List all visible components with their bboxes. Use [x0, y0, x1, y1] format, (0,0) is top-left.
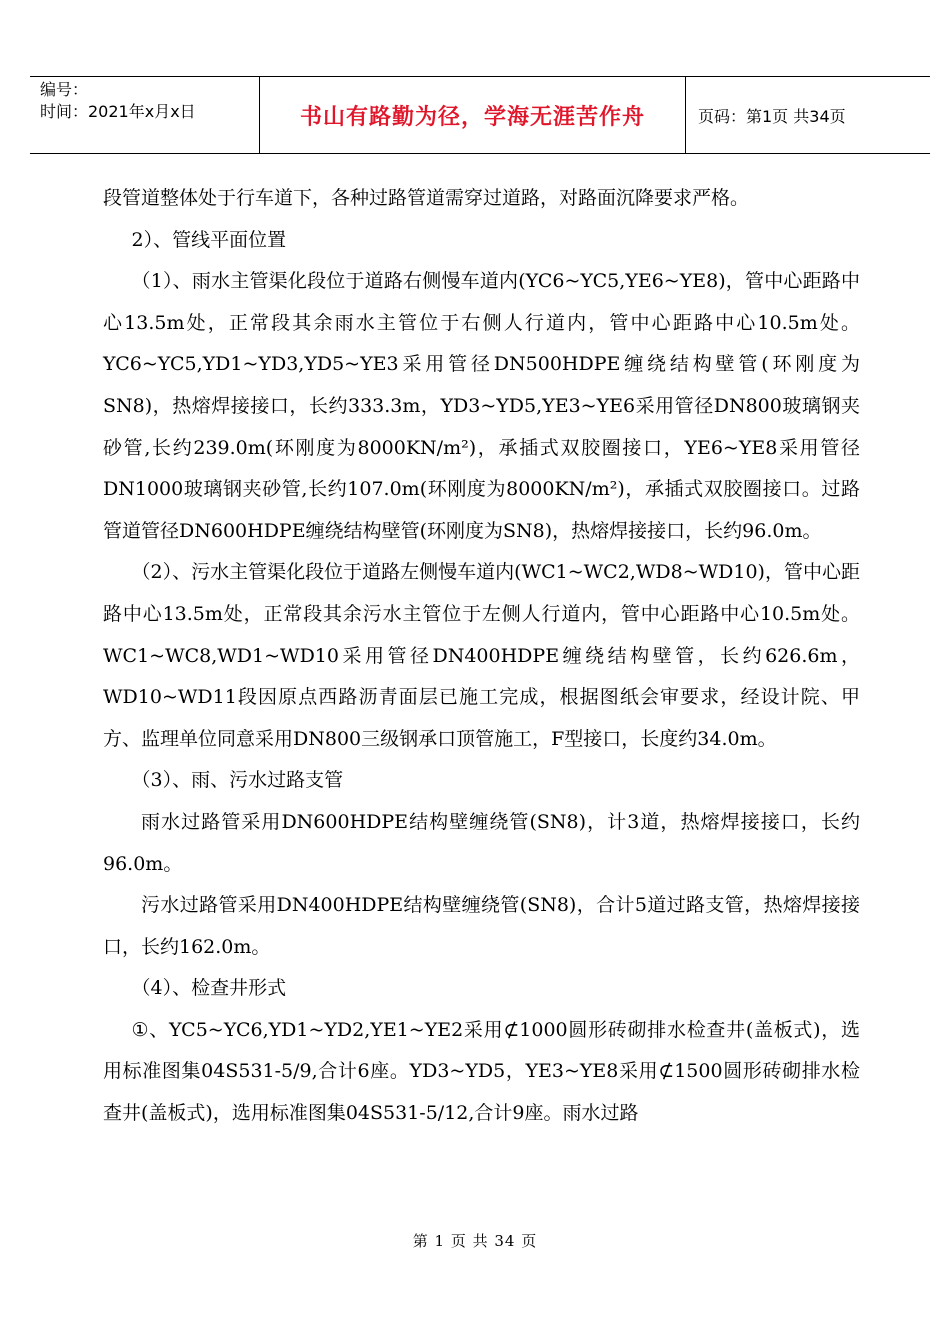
serial-label: 编号：: [40, 80, 89, 99]
time-label: 时间：2021年x月x日: [40, 102, 196, 121]
header-meta: [40, 79, 265, 123]
page-footer: 第 1 页 共 34 页: [412, 1232, 538, 1250]
document-body: [103, 178, 860, 1135]
paragraph: 段管道整体处于行车道下，各种过路管道需穿过道路，对路面沉降要求严格。: [103, 187, 750, 209]
page-header: [30, 76, 930, 154]
section-heading: 2）、管线平面位置: [131, 228, 287, 251]
paragraph: （1）、雨水主管渠化段位于道路右侧慢车道内(YC6~YC5,YE6~YE8)，管中心距路中心13.5m处，正常段其余雨水主管位于右侧人行道内，管中心距路中心10.5m处。YC6~YC5,YD1~YD3,YD5~YE3采用管径DN500HDPE缠绕结构壁管(环刚度为SN8)，热熔焊接接口，长约333.3m，YD3~YD5,YE3~YE6采用管径DN800玻璃钢夹砂管,长约239.0m(环刚度为8000KN/m²)，承插式双胶圈接口，YE6~YE8采用管径DN1000玻璃钢夹砂管,长约107.0m(环刚度为8000KN/m²)，承插式双胶圈接口。过路管道管径DN600HDPE缠绕结构壁管(环刚度为SN8)，热熔焊接接口，长约96.0m。: [103, 270, 860, 542]
header-divider: [685, 77, 686, 153]
paragraph: （2）、污水主管渠化段位于道路左侧慢车道内(WC1~WC2,WD8~WD10)，管中心距路中心13.5m处，正常段其余污水主管位于左侧人行道内，管中心距路中心10.5m处。WC1~WC8,WD1~WD10采用管径DN400HDPE缠绕结构壁管，长约626.6m，WD10~WD11段因原点西路沥青面层已施工完成，根据图纸会审要求，经设计院、甲方、监理单位同意采用DN800三级钢承口顶管施工，F型接口，长度约34.0m。: [103, 561, 860, 750]
header-motto: 书山有路勤为径，学海无涯苦作舟: [299, 104, 645, 130]
paragraph: ①、YC5~YC6,YD1~YD2,YE1~YE2采用⊄1000圆形砖砌排水检查井(盖板式)，选用标准图集04S531-5/9,合计6座。YD3~YD5，YE3~YE8采用⊄1500圆形砖砌排水检查井(盖板式)，选用标准图集04S531-5/12,合计9座。雨水过路: [103, 1018, 860, 1125]
section-heading: （4）、检查井形式: [131, 977, 287, 1000]
header-page-info: 页码：第1页 共34页: [698, 106, 846, 126]
section-heading: （3）、雨、污水过路支管: [131, 769, 344, 792]
paragraph: 污水过路管采用DN400HDPE结构壁缠绕管(SN8)，合计5道过路支管，热熔焊接接口，长约162.0m。: [103, 894, 860, 958]
paragraph: 雨水过路管采用DN600HDPE结构壁缠绕管(SN8)，计3道，热熔焊接接口，长约96.0m。: [103, 810, 860, 875]
